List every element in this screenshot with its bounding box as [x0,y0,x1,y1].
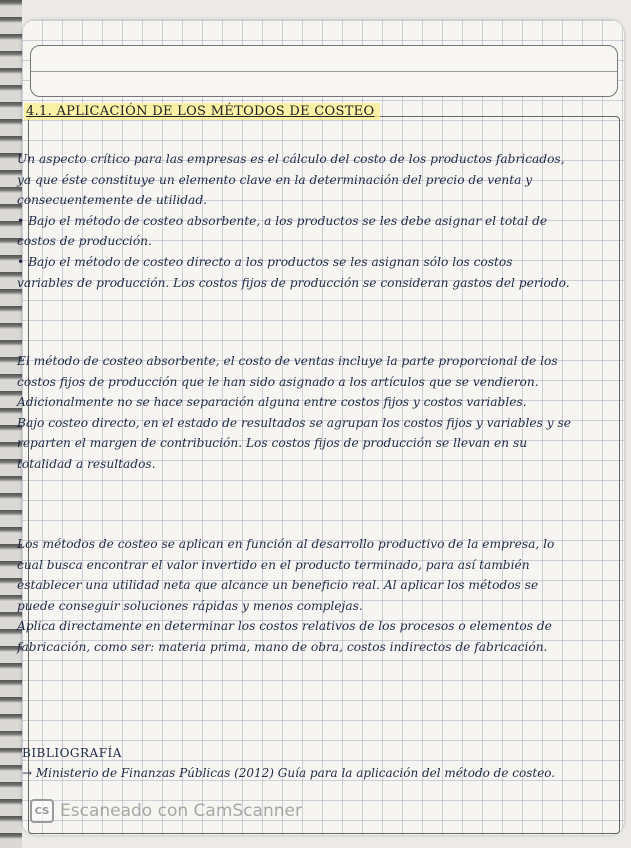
section-heading: 4.1. APLICACIÓN DE LOS MÉTODOS DE COSTEO [24,103,380,120]
paragraph-line: El método de costeo absorbente, el costo de ventas incluye la parte proporcional de los costos fijos de producción que le han sido asignado a los artículos que se vendieron. Adicionalmente no se hace separación alguna entre costos fijos y costos variables. [17,354,558,410]
bullet-absorbente: • Bajo el método de costeo absorbente, a los productos se les debe asignar el total de costos de producción. [17,213,548,249]
camscanner-watermark [30,799,302,823]
camscanner-logo-icon: CS [30,799,54,823]
paragraph-line: Los métodos de costeo se aplican en función al desarrollo productivo de la empresa, lo cual busca encontrar el valor invertido en el producto terminado, para así también establecer una utilidad neta que alcance un beneficio real. Al aplicar los métodos se puede conseguir soluciones rápidas y menos complejas. [17,537,555,613]
paragraph-line: Bajo costeo directo, en el estado de resultados se agrupan los costos fijos y variables y se reparten el margen de contribución. Los costos fijos de producción se llevan en su totalidad a resultados. [17,415,571,471]
paragraph-application [17,534,572,658]
paragraph-comparison [17,351,572,475]
bullet-directo: • Bajo el método de costeo directo a los productos se les asignan sólo los costos variables de producción. Los costos fijos de producción se consideran gastos del periodo. [17,254,570,290]
header-divider [31,71,617,72]
watermark-text: Escaneado con CamScanner [60,801,302,821]
paragraph-line: Aplica directamente en determinar los costos relativos de los procesos o elementos de fabricación, como ser: materia prima, mano de obra, costos indirectos de fabricación. [17,619,552,654]
bibliography-entry: → Ministerio de Finanzas Públicas (2012) Guía para la aplicación del método de costeo. [22,766,556,780]
bibliography-title: BIBLIOGRAFÍA [22,746,122,760]
paragraph-line: Un aspecto crítico para las empresas es el cálculo del costo de los productos fabricados, ya que éste constituye un elemento clave en la determinación del precio de venta y consecuentemente de utilidad. [17,152,565,208]
header-box [30,45,618,97]
paragraph-intro [17,149,572,293]
